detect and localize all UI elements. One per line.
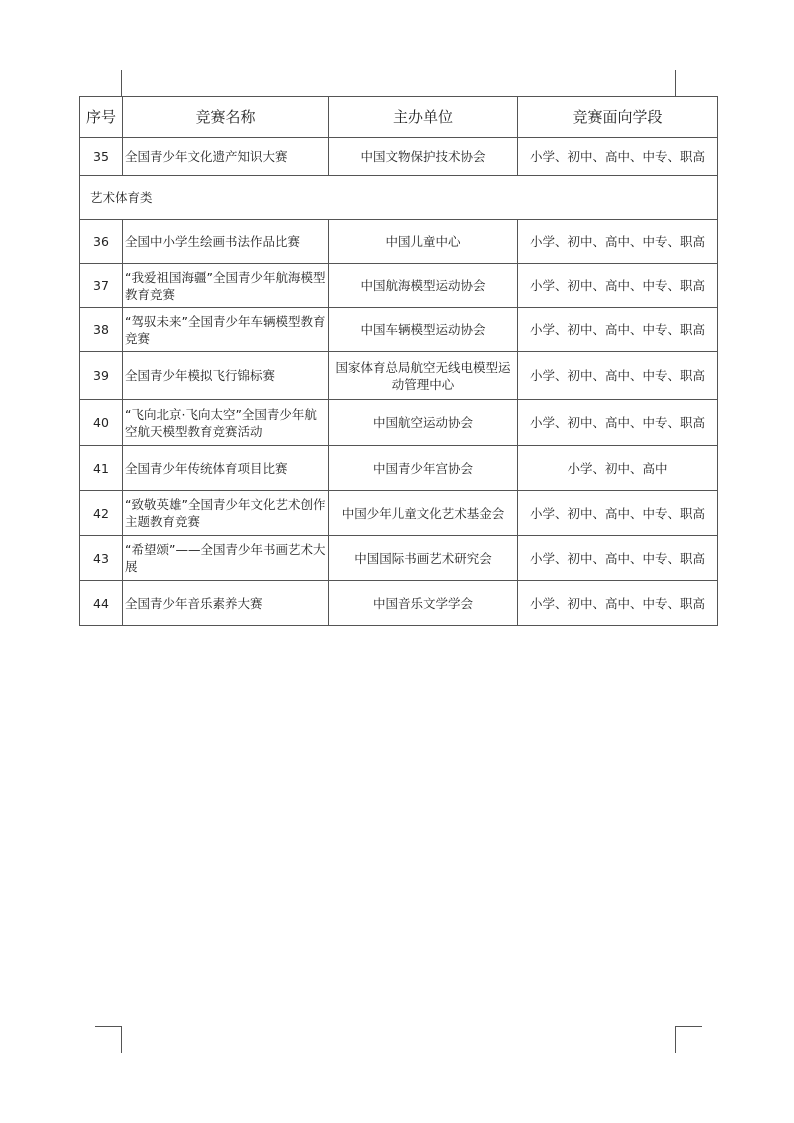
school-levels: 小学、初中、高中、中专、职高 [518, 400, 718, 446]
crop-mark-bottom-right [675, 1026, 702, 1053]
crop-mark-top-left [95, 70, 122, 97]
competition-table [79, 96, 718, 626]
row-number: 41 [80, 446, 123, 491]
table-row [80, 308, 718, 352]
organizer: 中国航海模型运动协会 [329, 264, 518, 308]
row-number: 39 [80, 352, 123, 400]
organizer: 中国航空运动协会 [329, 400, 518, 446]
school-levels: 小学、初中、高中、中专、职高 [518, 581, 718, 626]
competition-name: 全国中小学生绘画书法作品比赛 [123, 220, 329, 264]
header-org: 主办单位 [329, 97, 518, 138]
table-row [80, 581, 718, 626]
organizer: 中国青少年宫协会 [329, 446, 518, 491]
school-levels: 小学、初中、高中、中专、职高 [518, 138, 718, 176]
table-row [80, 446, 718, 491]
row-number: 35 [80, 138, 123, 176]
row-number: 36 [80, 220, 123, 264]
school-levels: 小学、初中、高中、中专、职高 [518, 264, 718, 308]
organizer: 国家体育总局航空无线电模型运动管理中心 [329, 352, 518, 400]
table-row [80, 400, 718, 446]
competition-name: “驾驭未来”全国青少年车辆模型教育竞赛 [123, 308, 329, 352]
header-num: 序号 [80, 97, 123, 138]
organizer: 中国儿童中心 [329, 220, 518, 264]
row-number: 42 [80, 491, 123, 536]
organizer: 中国音乐文学学会 [329, 581, 518, 626]
header-name: 竞赛名称 [123, 97, 329, 138]
competition-name: 全国青少年文化遗产知识大赛 [123, 138, 329, 176]
competition-name: 全国青少年传统体育项目比赛 [123, 446, 329, 491]
crop-mark-bottom-left [95, 1026, 122, 1053]
school-levels: 小学、初中、高中、中专、职高 [518, 536, 718, 581]
table-row [80, 138, 718, 176]
school-levels: 小学、初中、高中、中专、职高 [518, 220, 718, 264]
organizer: 中国国际书画艺术研究会 [329, 536, 518, 581]
header-level: 竞赛面向学段 [518, 97, 718, 138]
competition-name: “致敬英雄”全国青少年文化艺术创作主题教育竞赛 [123, 491, 329, 536]
crop-mark-top-right [675, 70, 702, 97]
competition-name: 全国青少年模拟飞行锦标赛 [123, 352, 329, 400]
competition-name: “我爱祖国海疆”全国青少年航海模型教育竞赛 [123, 264, 329, 308]
table-header-row [80, 97, 718, 138]
school-levels: 小学、初中、高中 [518, 446, 718, 491]
row-number: 44 [80, 581, 123, 626]
category-label: 艺术体育类 [80, 176, 718, 220]
competition-name: 全国青少年音乐素养大赛 [123, 581, 329, 626]
table-row [80, 536, 718, 581]
table-row [80, 352, 718, 400]
row-number: 43 [80, 536, 123, 581]
organizer: 中国文物保护技术协会 [329, 138, 518, 176]
table-row [80, 264, 718, 308]
row-number: 38 [80, 308, 123, 352]
school-levels: 小学、初中、高中、中专、职高 [518, 308, 718, 352]
competition-name: “飞向北京·飞向太空”全国青少年航空航天模型教育竞赛活动 [123, 400, 329, 446]
organizer: 中国车辆模型运动协会 [329, 308, 518, 352]
school-levels: 小学、初中、高中、中专、职高 [518, 491, 718, 536]
school-levels: 小学、初中、高中、中专、职高 [518, 352, 718, 400]
row-number: 37 [80, 264, 123, 308]
table-row [80, 491, 718, 536]
row-number: 40 [80, 400, 123, 446]
category-row [80, 176, 718, 220]
table-row [80, 220, 718, 264]
competition-name: “希望颂”——全国青少年书画艺术大展 [123, 536, 329, 581]
organizer: 中国少年儿童文化艺术基金会 [329, 491, 518, 536]
